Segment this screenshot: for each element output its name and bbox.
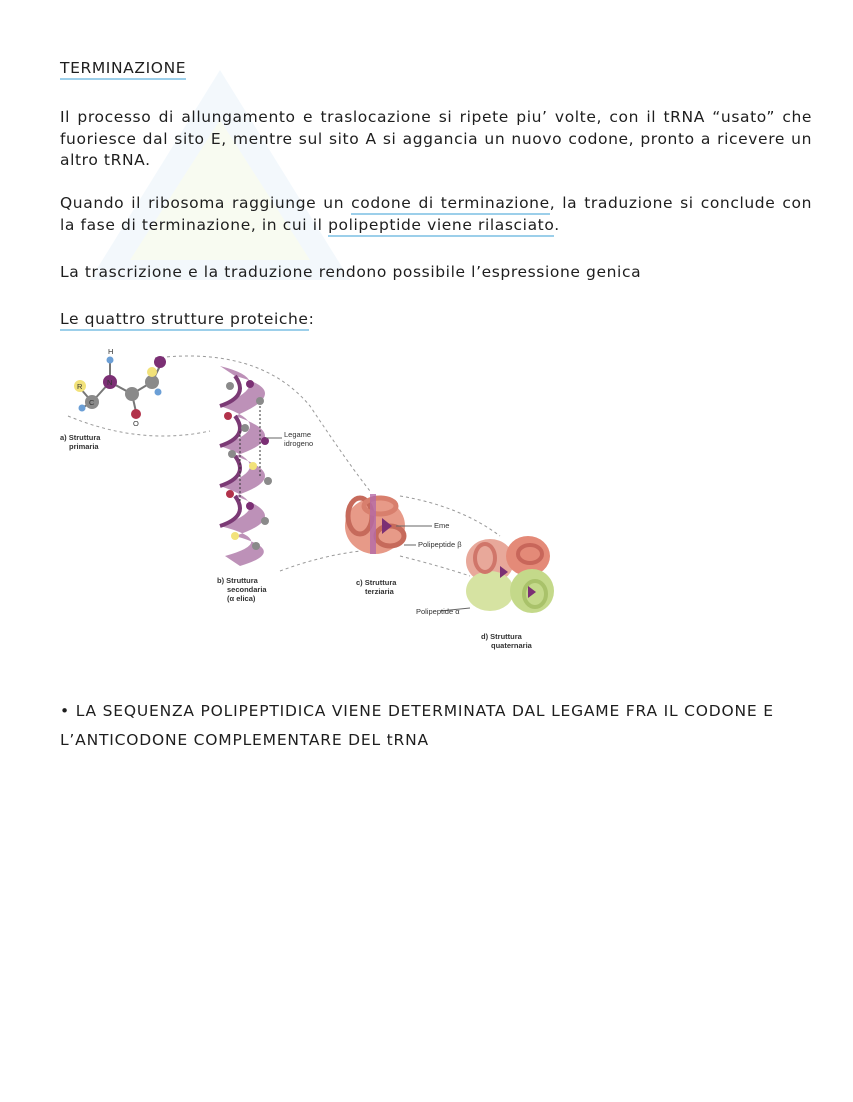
label-primary-structure-2: primaria xyxy=(69,442,99,451)
label-polypeptide-alpha: Polipeptide α xyxy=(416,607,460,616)
protein-structures-figure xyxy=(60,346,600,656)
paragraph-elongation: Il processo di allungamento e traslocazione si ripete piu’ volte, con il tRNA “usato” che fuoriesce dal sito E, mentre sul sito A si aggancia un nuovo codone, pronto a ricevere un altro tRNA. xyxy=(60,108,812,169)
label-polypeptide-beta: Polipeptide β xyxy=(418,540,462,549)
label-secondary-structure-3: (α elica) xyxy=(227,594,256,603)
atom-label: C xyxy=(89,398,95,407)
bullet-marker: • xyxy=(60,702,70,720)
atom-label: O xyxy=(133,419,139,428)
label-hydrogen-bond: Legame xyxy=(284,430,312,439)
paragraph-gene-expression: La trascrizione e la traduzione rendono possibile l’espressione genica xyxy=(60,263,642,281)
label-tertiary-structure-2: terziaria xyxy=(365,587,394,596)
bullet-text: LA SEQUENZA POLIPEPTIDICA VIENE DETERMINATA DAL LEGAME FRA IL CODONE E L’ANTICODONE COMPLEMENTARE DEL tRNA xyxy=(60,702,774,749)
label-secondary-structure: b) Struttura xyxy=(217,576,258,585)
alpha-helix xyxy=(220,366,272,566)
highlight-stop-codon: codone di terminazione xyxy=(351,194,550,215)
label-heme: Eme xyxy=(434,521,450,530)
paragraph-text: , la traduzione si conclude con la fase di terminazione, in cui il xyxy=(60,194,812,234)
label-quaternary-structure-2: quaternaria xyxy=(491,641,532,650)
label-quaternary-structure: d) Struttura xyxy=(481,632,522,641)
subheading-colon: : xyxy=(308,310,315,328)
quaternary-structure xyxy=(466,536,554,613)
atom-label: N xyxy=(107,378,113,387)
label-primary-structure: a) Struttura xyxy=(60,433,101,442)
paragraph-text: Quando il ribosoma raggiunge un xyxy=(60,194,352,212)
section-heading: TERMINAZIONE xyxy=(60,59,186,80)
atom-label: R xyxy=(77,382,83,391)
subheading-text: Le quattro strutture proteiche xyxy=(60,310,309,331)
amino-acid-molecule xyxy=(74,347,166,428)
tertiary-structure xyxy=(345,494,405,554)
subheading-protein-structures xyxy=(60,310,314,328)
label-hydrogen-bond-2: idrogeno xyxy=(284,439,314,448)
label-secondary-structure-2: secondaria xyxy=(227,585,267,594)
paragraph-text: . xyxy=(554,215,560,234)
bullet-point xyxy=(60,697,800,755)
label-tertiary-structure: c) Struttura xyxy=(356,578,397,587)
paragraph-termination xyxy=(60,193,812,236)
highlight-polypeptide-released: polipeptide viene rilasciato xyxy=(328,216,554,237)
atom-label: H xyxy=(108,347,114,356)
